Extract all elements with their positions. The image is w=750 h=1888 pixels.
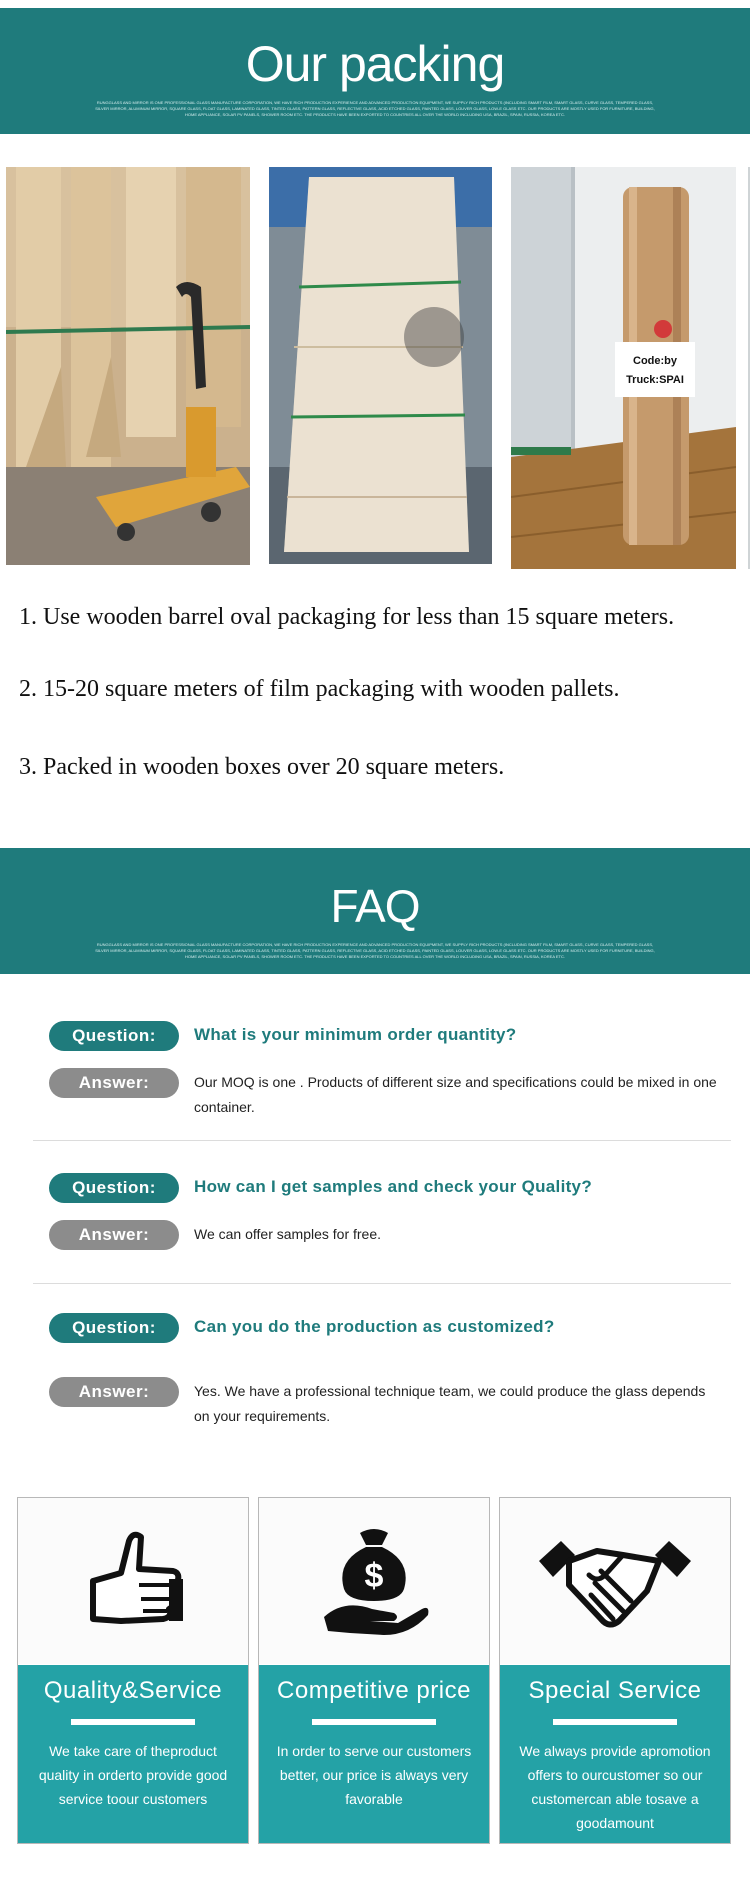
packing-line-2: 2. 15-20 square meters of film packaging with wooden pallets. bbox=[19, 676, 620, 702]
faq-divider bbox=[33, 1140, 731, 1141]
answer-pill: Answer: bbox=[49, 1068, 179, 1098]
feature-description: In order to serve our customers better, our price is always very favorable bbox=[276, 1743, 472, 1807]
faq-answer-3: Yes. We have a professional technique team, we could produce the glass depends on your requirements. bbox=[194, 1383, 706, 1424]
feature-title: Quality&Service bbox=[43, 1677, 223, 1704]
film-wrapped-crate-photo bbox=[269, 167, 492, 564]
packing-line-1: 1. Use wooden barrel oval packaging for less than 15 square meters. bbox=[19, 604, 675, 630]
question-pill: Question: bbox=[49, 1021, 179, 1051]
feature-card-price bbox=[258, 1497, 490, 1844]
feature-title: Special Service bbox=[528, 1677, 702, 1704]
feature-card-special bbox=[499, 1497, 731, 1844]
money-bag-hand-icon bbox=[314, 1521, 434, 1641]
faq-banner bbox=[0, 848, 750, 974]
thumbs-up-icon bbox=[73, 1521, 193, 1641]
faq-answer-1: Our MOQ is one . Products of different size and specifications could be mixed in one container. bbox=[194, 1074, 717, 1115]
feature-description: We take care of theproduct quality in orderto provide good service toour customers bbox=[38, 1743, 228, 1807]
title-underline bbox=[312, 1719, 436, 1725]
title-underline bbox=[553, 1719, 677, 1725]
handshake-icon bbox=[535, 1521, 695, 1641]
faq-question-2: How can I get samples and check your Quality? bbox=[194, 1177, 592, 1196]
packing-banner bbox=[0, 8, 750, 134]
feature-card-quality bbox=[17, 1497, 249, 1844]
faq-divider bbox=[33, 1283, 731, 1284]
roll-label-truck: Truck:SPAI bbox=[626, 374, 684, 386]
roll-label-code: Code:by bbox=[633, 355, 677, 367]
paper-roll-photo bbox=[511, 167, 736, 569]
answer-pill: Answer: bbox=[49, 1220, 179, 1250]
answer-pill: Answer: bbox=[49, 1377, 179, 1407]
question-pill: Question: bbox=[49, 1173, 179, 1203]
faq-question-1: What is your minimum order quantity? bbox=[194, 1025, 517, 1044]
faq-title: FAQ bbox=[330, 880, 420, 932]
feature-description: We always provide apromotion offers to ourcustomer so our customercan able tosave a goodamount bbox=[519, 1743, 711, 1831]
feature-title: Competitive price bbox=[277, 1677, 471, 1704]
faq-subtitle: RUNGGLASS AND MIRROR IS ONE PROFESSIONAL GLASS MANUFACTURE CORPORATION, WE HAVE RICH PRODUCTION EXPERIENCE AND ADVANCED PRODUCTION EQUIPMENT, WE SUPPLY RICH PRODUCTS (INCLUDING SMART FILM, SMART GLASS, CURVE GLASS, TEMPERED GLASS, SILVER MIRROR, ALUMINUM MIRROR, SQUARE GLASS, FLOAT GLASS, LAMINATED GLASS, TINTED GLASS, PATTERN GLASS, REFLECTIVE GLASS, ACID ETCHED GLASS, PAINTED GLASS, LOUVER GLASS, LOW-E GLASS ETC. OUR PRODUCTS ARE MOSTLY USED FOR FURNITURE, BUILDING, HOME APPLIANCE, SOLAR PV PANELS, SHOWER ROOM ETC. THE PRODUCTS HAVE BEEN EXPORTED TO COUNTRIES ALL OVER THE WORLD INCLUDING USA, BRAZIL, SPAIN, RUSSIA, KOREA ETC. bbox=[95, 942, 655, 959]
faq-answer-2: We can offer samples for free. bbox=[194, 1226, 382, 1242]
svg-text:$: $ bbox=[364, 1557, 384, 1595]
packing-title: Our packing bbox=[245, 36, 505, 92]
packing-subtitle: RUNGGLASS AND MIRROR IS ONE PROFESSIONAL GLASS MANUFACTURE CORPORATION, WE HAVE RICH PRODUCTION EXPERIENCE AND ADVANCED PRODUCTION EQUIPMENT, WE SUPPLY RICH PRODUCTS (INCLUDING SMART FILM, SMART GLASS, CURVE GLASS, TEMPERED GLASS, SILVER MIRROR, ALUMINUM MIRROR, SQUARE GLASS, FLOAT GLASS, LAMINATED GLASS, TINTED GLASS, PATTERN GLASS, REFLECTIVE GLASS, ACID ETCHED GLASS, PAINTED GLASS, LOUVER GLASS, LOW-E GLASS ETC. OUR PRODUCTS ARE MOSTLY USED FOR FURNITURE, BUILDING, HOME APPLIANCE, SOLAR PV PANELS, SHOWER ROOM ETC. THE PRODUCTS HAVE BEEN EXPORTED TO COUNTRIES ALL OVER THE WORLD INCLUDING USA, BRAZIL, SPAIN, RUSSIA, KOREA ETC. bbox=[95, 100, 655, 117]
wooden-crate-photo bbox=[6, 167, 250, 565]
title-underline bbox=[71, 1719, 195, 1725]
faq-question-3: Can you do the production as customized? bbox=[194, 1317, 555, 1336]
packing-line-3: 3. Packed in wooden boxes over 20 square meters. bbox=[19, 754, 505, 780]
question-pill: Question: bbox=[49, 1313, 179, 1343]
